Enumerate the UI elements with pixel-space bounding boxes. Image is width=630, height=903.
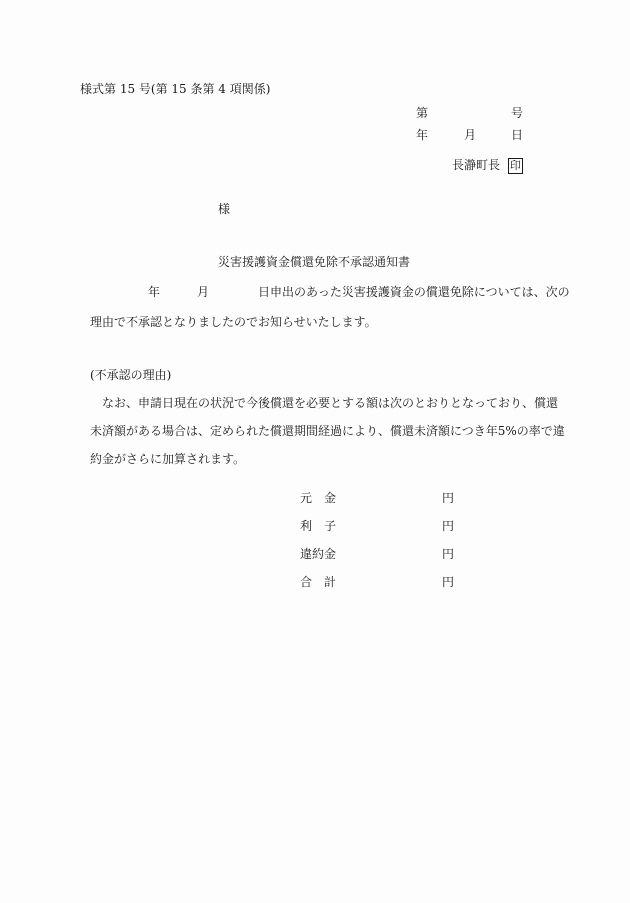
addressee-suffix: 様 (218, 202, 231, 216)
number-suffix: 号 (511, 106, 524, 120)
reason-line-1: なお、申請日現在の状況で今後償還を必要とする額は次のとおりとなっており、償還 (102, 396, 559, 410)
amount-unit-interest: 円 (442, 519, 455, 533)
intro-text-1: 日申出のあった災害援護資金の償還免除については、次の (258, 285, 570, 299)
number-prefix: 第 (416, 106, 429, 120)
amount-label-total: 合 計 (300, 575, 337, 589)
amount-unit-penalty: 円 (442, 547, 455, 561)
amount-label-penalty: 違約金 (300, 547, 337, 561)
intro-month: 月 (197, 285, 210, 299)
form-label: 様式第 15 号(第 15 条第 4 項関係) (80, 82, 271, 96)
amount-label-interest: 利 子 (300, 519, 337, 533)
sender-name: 長瀞町長 (452, 158, 501, 172)
amount-unit-principal: 円 (442, 491, 455, 505)
sender (452, 156, 523, 174)
date-year: 年 (416, 128, 429, 142)
amount-label-principal: 元 金 (300, 491, 337, 505)
date-month: 月 (464, 128, 477, 142)
date-day: 日 (511, 128, 524, 142)
reason-line-3: 約金がさらに加算されます。 (90, 452, 246, 466)
amount-unit-total: 円 (442, 575, 455, 589)
document-title: 災害援護資金償還免除不承認通知書 (218, 255, 411, 269)
seal-stamp: 印 (509, 159, 521, 172)
reason-line-2: 未済額がある場合は、定められた償還期間経過により、償還未済額につき年5%の率で違 (90, 424, 565, 438)
intro-year: 年 (148, 285, 161, 299)
intro-text-2: 理由で不承認となりましたのでお知らせいたします。 (90, 315, 377, 329)
reason-heading: (不承認の理由) (90, 368, 172, 382)
